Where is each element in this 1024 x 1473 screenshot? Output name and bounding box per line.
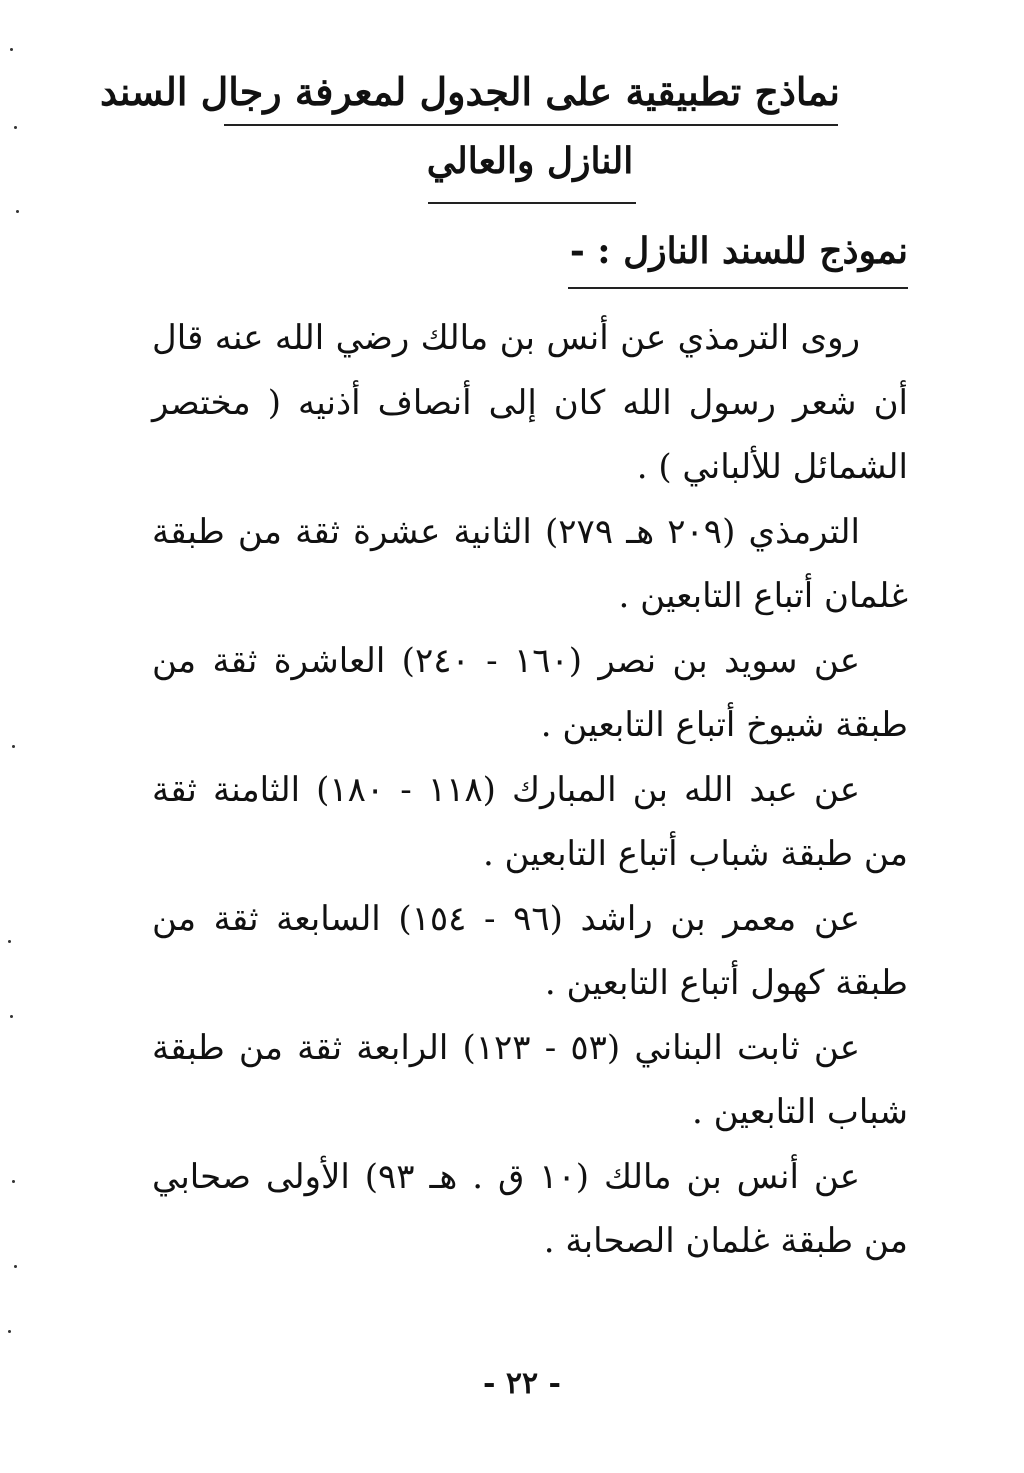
subtitle-underline [428,202,636,204]
scan-speck [10,1015,13,1018]
title-underline [224,124,838,126]
scan-speck [14,126,17,129]
section-heading-underline [568,287,908,289]
scan-speck [12,745,15,748]
paragraph-narrator-tirmidhi: الترمذي (٢٠٩ هـ ٢٧٩) الثانية عشرة ثقة من طبقة غلمان أتباع التابعين . [152,511,908,616]
paragraph-narrator-anas: عن أنس بن مالك (١٠ ق . هـ ٩٣) الأولى صحابي من طبقة غلمان الصحابة . [152,1156,908,1261]
paragraph-hadith: روى الترمذي عن أنس بن مالك رضي الله عنه قال أن شعر رسول الله كان إلى أنصاف أذنيه ( مختصر الشمائل للألباني ) . [152,318,908,487]
page-number: - ٢٢ - [482,1366,562,1401]
scan-speck [8,940,11,943]
body-text [152,306,908,1274]
paragraph-narrator-thabit: عن ثابت البناني (٥٣ - ١٢٣) الرابعة ثقة من طبقة شباب التابعين . [152,1027,908,1132]
page-title: نماذج تطبيقية على الجدول لمعرفة رجال السند [99,69,840,114]
paragraph-narrator-ibn-al-mubarak: عن عبد الله بن المبارك (١١٨ - ١٨٠) الثامنة ثقة من طبقة شباب أتباع التابعين . [152,769,908,874]
page-subtitle: النازل والعالي [426,140,634,182]
scan-speck [12,1180,15,1183]
scan-speck [10,48,13,51]
scan-speck [8,1330,11,1333]
paragraph-narrator-mamar: عن معمر بن راشد (٩٦ - ١٥٤) السابعة ثقة من طبقة كهول أتباع التابعين . [152,898,908,1003]
scan-speck [14,1265,17,1268]
scan-speck [16,210,19,213]
section-heading: نموذج للسند النازل : - [569,230,908,272]
paragraph-narrator-suwayd: عن سويد بن نصر (١٦٠ - ٢٤٠) العاشرة ثقة من طبقة شيوخ أتباع التابعين . [152,640,908,745]
